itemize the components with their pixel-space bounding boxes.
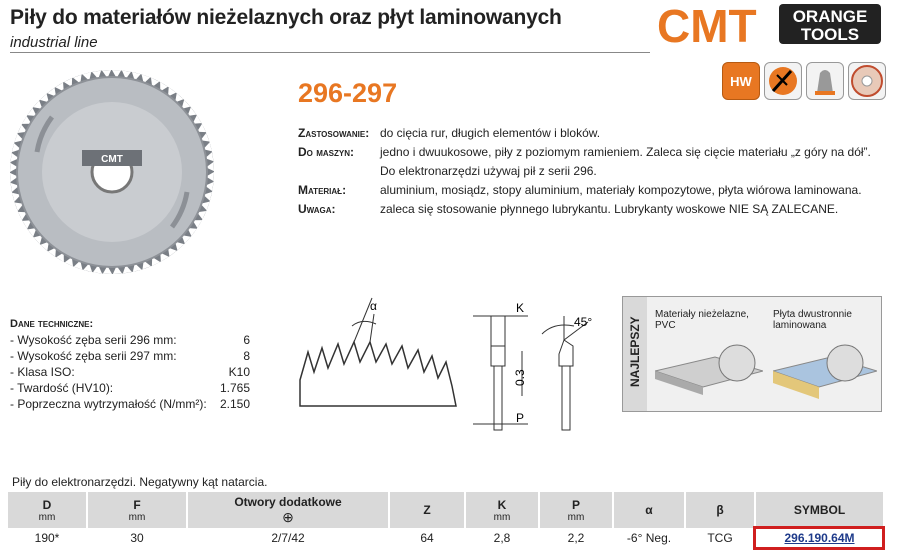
col-p: P mm xyxy=(539,492,613,528)
col-symbol: SYMBOL xyxy=(755,492,883,528)
table-row xyxy=(8,528,883,548)
tooth-geometry-diagram xyxy=(298,296,606,432)
page-subtitle: industrial line xyxy=(10,34,98,51)
svg-text:K: K xyxy=(516,301,525,315)
cutting-material-icon xyxy=(764,62,802,100)
svg-text:CMT: CMT xyxy=(657,2,757,46)
svg-text:45°: 45° xyxy=(574,315,593,329)
svg-text:0.3: 0.3 xyxy=(513,369,527,386)
table-note: Piły do elektronarzędzi. Negatywny kąt natarcia. xyxy=(12,475,268,489)
col-holes: Otwory dodatkowe ⊕ xyxy=(187,492,389,528)
spec-row: - Wysokość zęba serii 296 mm: 6 xyxy=(10,333,250,347)
desc-row-machines: Do maszyn: jedno i dwuukosowe, piły z poziomym ramieniem. Zaleca się cięcie materiału „z góry na dół”. xyxy=(298,145,871,159)
cell-z: 64 xyxy=(389,528,465,548)
laminate-cut-illustration xyxy=(773,337,877,403)
spec-row: - Twardość (HV10): 1.765 xyxy=(10,381,250,395)
saw-blade-image xyxy=(8,56,218,288)
cell-holes: 2/7/42 xyxy=(187,528,389,548)
product-description xyxy=(298,124,871,219)
hw-badge: HW xyxy=(722,62,760,100)
spec-row: - Klasa ISO: K10 xyxy=(10,365,250,379)
cmt-logo xyxy=(655,2,883,46)
title-divider xyxy=(10,52,650,53)
svg-text:CMT: CMT xyxy=(101,154,123,165)
tooth-profile-icon xyxy=(806,62,844,100)
product-code: 296-297 xyxy=(298,78,398,108)
usage-side-label: NAJLEPSZY xyxy=(628,316,642,387)
cell-beta: TCG xyxy=(685,528,755,548)
cell-p: 2,2 xyxy=(539,528,613,548)
col-alpha: α xyxy=(613,492,685,528)
nonferrous-cut-illustration xyxy=(655,337,763,403)
specs-title: Dane techniczne: xyxy=(10,318,94,330)
col-f: F mm xyxy=(87,492,187,528)
spec-row: - Poprzeczna wytrzymałość (N/mm²): 2.150 xyxy=(10,397,250,411)
usage-right-label: Płyta dwustronnie laminowana xyxy=(773,309,852,331)
usage-left-label: Materiały nieżelazne, PVC xyxy=(655,309,749,331)
table-header-row xyxy=(8,492,883,528)
svg-text:P: P xyxy=(516,411,525,425)
col-k: K mm xyxy=(465,492,539,528)
col-z: Z xyxy=(389,492,465,528)
desc-row-machines-note: Do elektronarzędzi używaj pił z serii 296. xyxy=(380,164,597,178)
desc-row-material: Materiał: aluminium, mosiądz, stopy aluminium, materiały kompozytowe, płyta wiórowa laminowana. xyxy=(298,183,862,197)
svg-text:α: α xyxy=(370,299,377,313)
symbol-link[interactable]: 296.190.64M xyxy=(755,528,883,548)
svg-text:TOOLS: TOOLS xyxy=(800,25,860,44)
blade-icon xyxy=(848,62,886,100)
product-table xyxy=(8,492,883,548)
cell-d: 190* xyxy=(34,531,60,545)
cell-k: 2,8 xyxy=(465,528,539,548)
desc-row-note: Uwaga: zaleca się stosowanie płynnego lubrykantu. Lubrykanty woskowe NIE SĄ ZALECANE. xyxy=(298,202,839,216)
spec-row: - Wysokość zęba serii 297 mm: 8 xyxy=(10,349,250,363)
cell-alpha: -6° Neg. xyxy=(613,528,685,548)
cell-f: 30 xyxy=(87,528,187,548)
col-d: D mm xyxy=(8,492,87,528)
usage-panel xyxy=(622,296,882,412)
svg-text:ORANGE: ORANGE xyxy=(792,7,868,26)
desc-row-application: Zastosowanie: do cięcia rur, długich elementów i bloków. xyxy=(298,126,601,140)
page-title: Piły do materiałów nieżelaznych oraz płyt laminowanych xyxy=(10,6,562,29)
col-beta: β xyxy=(685,492,755,528)
